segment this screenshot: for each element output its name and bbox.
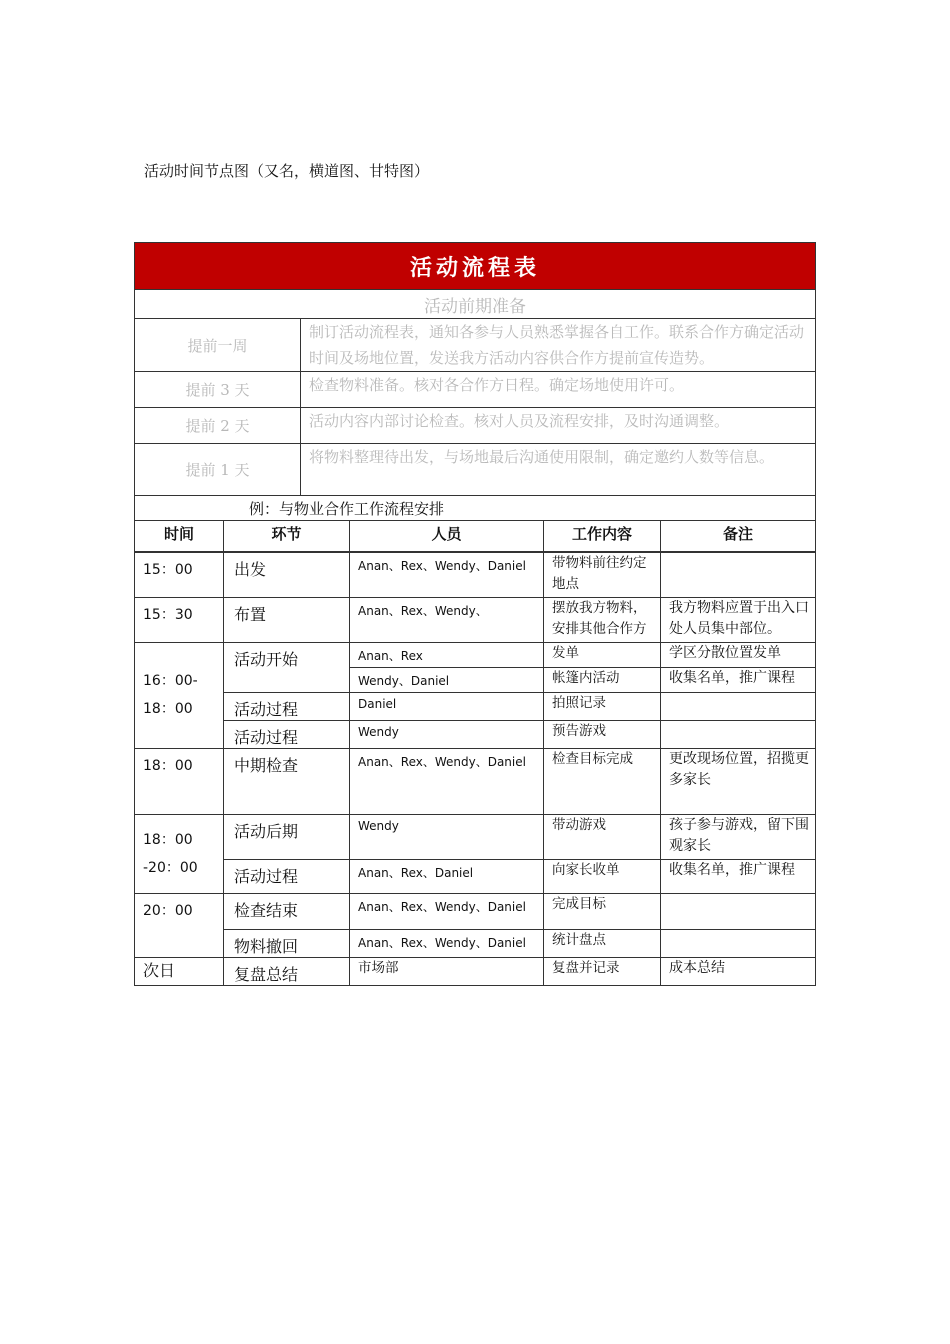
cell-note	[661, 929, 816, 957]
table-row	[135, 597, 816, 642]
table-row	[135, 720, 816, 748]
cell-stage: 检查结束	[224, 893, 350, 929]
cell-stage: 布置	[224, 597, 350, 642]
table-row	[135, 814, 816, 859]
cell-note	[661, 552, 816, 597]
table-row	[135, 893, 816, 929]
cell-people: Anan、Rex、Daniel	[350, 859, 544, 893]
cell-stage: 活动开始	[224, 642, 350, 692]
cell-people: Anan、Rex、Wendy、Daniel	[350, 748, 544, 814]
cell-time: 16：00-18：00	[135, 642, 224, 748]
cell-note: 收集名单，推广课程	[661, 667, 816, 692]
cell-people: Wendy	[350, 720, 544, 748]
table-row	[135, 748, 816, 814]
prep-label: 提前 3 天	[135, 372, 301, 408]
cell-people: Anan、Rex、Wendy、Daniel	[350, 552, 544, 597]
cell-work: 发单	[544, 642, 661, 667]
activity-flow-table	[134, 242, 816, 986]
col-header-stage: 环节	[224, 521, 350, 553]
cell-work: 复盘并记录	[544, 957, 661, 985]
cell-work: 预告游戏	[544, 720, 661, 748]
table-row	[135, 692, 816, 720]
cell-time: 15：30	[135, 597, 224, 642]
example-title: 例：与物业合作工作流程安排	[135, 496, 816, 521]
cell-note	[661, 893, 816, 929]
cell-note	[661, 692, 816, 720]
cell-note: 孩子参与游戏，留下围观家长	[661, 814, 816, 859]
table-row	[135, 957, 816, 985]
col-header-note: 备注	[661, 521, 816, 553]
cell-time: 15：00	[135, 552, 224, 597]
cell-note: 成本总结	[661, 957, 816, 985]
table-row	[135, 642, 816, 667]
cell-people: Anan、Rex、Wendy、Daniel	[350, 929, 544, 957]
cell-work: 带动游戏	[544, 814, 661, 859]
cell-people: 市场部	[350, 957, 544, 985]
cell-stage: 复盘总结	[224, 957, 350, 985]
cell-work: 检查目标完成	[544, 748, 661, 814]
cell-stage: 活动过程	[224, 692, 350, 720]
document-intro: 活动时间节点图（又名，横道图、甘特图）	[144, 162, 430, 180]
table-row	[135, 552, 816, 597]
cell-work: 拍照记录	[544, 692, 661, 720]
cell-work: 向家长收单	[544, 859, 661, 893]
cell-stage: 中期检查	[224, 748, 350, 814]
prep-label: 提前 1 天	[135, 444, 301, 496]
cell-note	[661, 720, 816, 748]
prep-label: 提前一周	[135, 319, 301, 372]
cell-people: Wendy、Daniel	[350, 667, 544, 692]
cell-stage: 出发	[224, 552, 350, 597]
cell-time: 18：00	[135, 748, 224, 814]
col-header-work: 工作内容	[544, 521, 661, 553]
prep-content: 将物料整理待出发，与场地最后沟通使用限制，确定邀约人数等信息。	[301, 444, 816, 496]
cell-people: Anan、Rex、Wendy、	[350, 597, 544, 642]
prep-content: 活动内容内部讨论检查。核对人员及流程安排，及时沟通调整。	[301, 408, 816, 444]
cell-people: Anan、Rex、Wendy、Daniel	[350, 893, 544, 929]
cell-work: 统计盘点	[544, 929, 661, 957]
prep-label: 提前 2 天	[135, 408, 301, 444]
cell-stage: 活动过程	[224, 859, 350, 893]
table-row	[135, 929, 816, 957]
col-header-time: 时间	[135, 521, 224, 553]
prep-section-heading: 活动前期准备	[135, 290, 816, 319]
table-row	[135, 859, 816, 893]
prep-content: 检查物料准备。核对各合作方日程。确定场地使用许可。	[301, 372, 816, 408]
cell-people: Anan、Rex	[350, 642, 544, 667]
cell-work: 帐篷内活动	[544, 667, 661, 692]
cell-time: 18：00 -20：00	[135, 814, 224, 893]
cell-note: 更改现场位置，招揽更多家长	[661, 748, 816, 814]
cell-note: 我方物料应置于出入口处人员集中部位。	[661, 597, 816, 642]
cell-work: 带物料前往约定地点	[544, 552, 661, 597]
cell-note: 学区分散位置发单	[661, 642, 816, 667]
cell-stage: 活动过程	[224, 720, 350, 748]
cell-people: Daniel	[350, 692, 544, 720]
cell-time: 20：00	[135, 893, 224, 957]
cell-note: 收集名单，推广课程	[661, 859, 816, 893]
cell-stage: 物料撤回	[224, 929, 350, 957]
cell-people: Wendy	[350, 814, 544, 859]
cell-work: 摆放我方物料，安排其他合作方	[544, 597, 661, 642]
prep-content: 制订活动流程表，通知各参与人员熟悉掌握各自工作。联系合作方确定活动时间及场地位置，发送我方活动内容供合作方提前宣传造势。	[301, 319, 816, 372]
table-title: 活动流程表	[135, 243, 816, 290]
cell-time: 次日	[135, 957, 224, 985]
cell-stage: 活动后期	[224, 814, 350, 859]
col-header-people: 人员	[350, 521, 544, 553]
cell-work: 完成目标	[544, 893, 661, 929]
